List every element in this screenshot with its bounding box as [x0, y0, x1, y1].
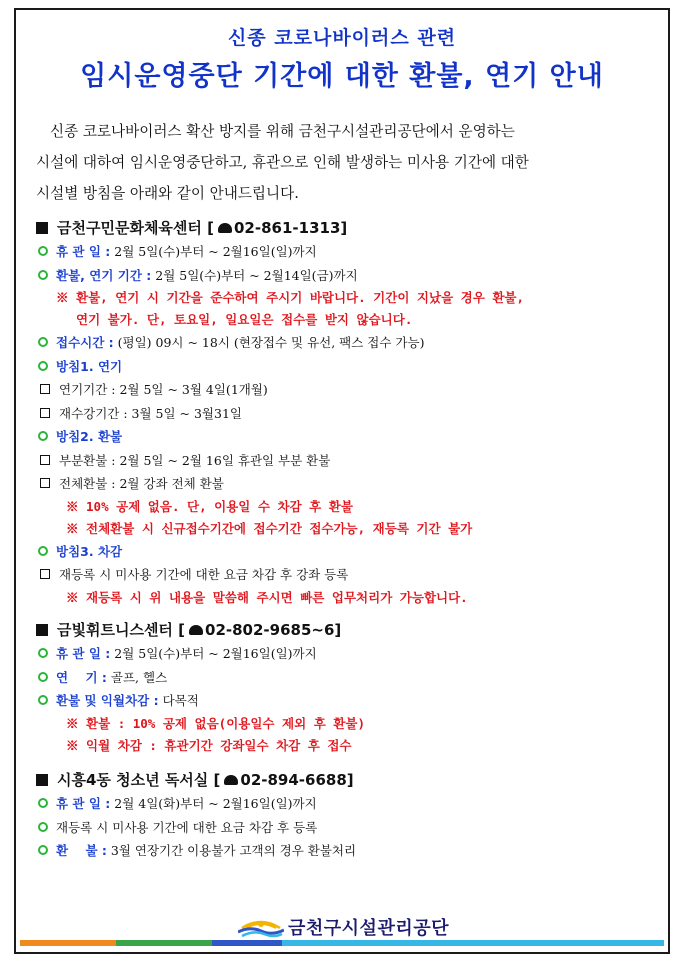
intro-line: 시설별 방침을 아래와 같이 안내드립니다.	[36, 185, 299, 202]
circle-bullet-icon	[38, 822, 48, 832]
intro-line: 시설에 대하여 임시운영중단하고, 휴관으로 인해 발생하는 미사용 기간에 대한	[36, 154, 529, 171]
policy3-label: 방침3. 차감	[56, 543, 123, 559]
square-bullet-icon	[36, 774, 48, 786]
notice-line: ※ 환불 : 10% 공제 없음(이용일수 제외 후 환불)	[66, 715, 365, 731]
checkbox-icon	[40, 408, 50, 418]
section-heading	[36, 768, 666, 792]
section-name: 시흥4동 청소년 독서실	[57, 771, 209, 789]
section-culture-center	[36, 216, 666, 609]
circle-bullet-icon	[38, 361, 48, 371]
bar-orange	[20, 940, 116, 946]
circle-bullet-icon	[38, 648, 48, 658]
notice-line: ※ 환불, 연기 시 기간을 준수하여 주시기 바랍니다. 기간이 지났을 경우 환불,	[56, 290, 525, 305]
refund-value: 3월 연장기간 이용불가 고객의 경우 환불처리	[110, 843, 357, 858]
circle-bullet-icon	[38, 337, 48, 347]
closure-value: 2월 5일(수)부터 ~ 2월16일(일)까지	[114, 646, 317, 661]
bar-cyan	[282, 940, 664, 946]
circle-bullet-icon	[38, 246, 48, 256]
closure-label: 휴 관 일 :	[56, 796, 111, 811]
policy-item-text: 연기기간 : 2월 5일 ~ 3월 4일(1개월)	[59, 382, 268, 397]
postpone-value: 골프, 헬스	[110, 669, 168, 685]
closure-label: 휴 관 일 :	[56, 646, 111, 661]
phone-icon	[224, 775, 238, 785]
postpone-label: 연 기 :	[56, 669, 107, 685]
closure-row	[36, 792, 666, 816]
policy-item-text: 전체환불 : 2월 강좌 전체 환불	[59, 476, 224, 491]
policy-item-text: 재수강기간 : 3월 5일 ~ 3월31일	[59, 405, 242, 421]
policy-item	[36, 449, 666, 473]
bar-blue	[212, 940, 282, 946]
bracket-close: ]	[340, 219, 348, 237]
bracket-close: ]	[334, 621, 342, 639]
checkbox-icon	[40, 569, 50, 579]
reception-row	[36, 331, 666, 355]
refund-label: 환불 및 익월차감 :	[56, 693, 159, 708]
intro-line: 신종 코로나바이러스 확산 방지를 위해 금천구시설관리공단에서 운영하는	[50, 123, 515, 140]
policy-row	[36, 355, 666, 379]
postpone-row	[36, 666, 666, 690]
section-fitness-center	[36, 618, 666, 757]
square-bullet-icon	[36, 624, 48, 636]
bracket-open: [	[178, 621, 186, 639]
phone-number: 02-861-1313	[234, 219, 341, 237]
phone-number: 02-894-6688	[240, 771, 347, 789]
section-heading	[36, 216, 666, 240]
logo-icon	[238, 914, 284, 938]
notice-line: ※ 10% 공제 없음. 단, 이용일 수 차감 후 환불	[66, 498, 353, 514]
phone-icon	[218, 223, 232, 233]
policy-item	[36, 378, 666, 402]
checkbox-icon	[40, 455, 50, 465]
notice-line: ※ 재등록 시 위 내용을 말씀해 주시면 빠른 업무처리가 가능합니다.	[66, 589, 468, 605]
reregister-row	[36, 816, 666, 840]
notice-line: ※ 전체환불 시 신규접수기간에 접수기간 접수가능, 재등록 기간 불가	[66, 520, 473, 536]
circle-bullet-icon	[38, 270, 48, 280]
policy-item	[36, 563, 666, 587]
circle-bullet-icon	[38, 672, 48, 682]
notice-frame	[14, 8, 670, 954]
bar-green	[116, 940, 212, 946]
closure-row	[36, 642, 666, 666]
bracket-open: [	[207, 219, 214, 237]
circle-bullet-icon	[38, 695, 48, 705]
bracket-open: [	[213, 771, 221, 789]
closure-label: 휴 관 일 :	[56, 244, 111, 259]
circle-bullet-icon	[38, 546, 48, 556]
policy-item	[36, 402, 666, 426]
reception-label: 접수시간 :	[56, 335, 114, 350]
bracket-close: ]	[346, 771, 354, 789]
section-study-room	[36, 768, 666, 863]
policy1-label: 방침1. 연기	[56, 358, 123, 374]
notice-line: ※ 익월 차감 : 휴관기간 강좌일수 차감 후 접수	[66, 737, 352, 753]
refund-row	[36, 689, 666, 713]
title-line2: 임시운영중단 기간에 대한 환불, 연기 안내	[80, 61, 604, 92]
reception-value: (평일) 09시 ~ 18시 (현장접수 및 유선, 팩스 접수 가능)	[117, 335, 425, 350]
circle-bullet-icon	[38, 798, 48, 808]
title-line1: 신종 코로나바이러스 관련	[227, 27, 457, 49]
closure-value: 2월 5일(수)부터 ~ 2월16일(일)까지	[114, 244, 317, 259]
intro-paragraph	[36, 116, 656, 209]
circle-bullet-icon	[38, 845, 48, 855]
square-bullet-icon	[36, 222, 48, 234]
section-heading	[36, 618, 666, 642]
closure-value: 2월 4일(화)부터 ~ 2월16일(일)까지	[114, 796, 317, 811]
policy-row	[36, 540, 666, 564]
refund-label: 환 불 :	[56, 843, 107, 858]
checkbox-icon	[40, 384, 50, 394]
refund-row	[36, 264, 666, 288]
phone-number: 02-802-9685~6	[205, 621, 335, 639]
policy-item-text: 재등록 시 미사용 기간에 대한 요금 차감 후 강좌 등록	[59, 567, 349, 582]
checkbox-icon	[40, 478, 50, 488]
section-name: 금천구민문화체육센터	[57, 219, 202, 237]
policy2-label: 방침2. 환불	[56, 429, 123, 444]
section-name: 금빛휘트니스센터	[57, 621, 173, 639]
refund-value: 2월 5일(수)부터 ~ 2월14일(금)까지	[155, 267, 358, 283]
policy-row	[36, 425, 666, 449]
refund-value: 다목적	[162, 693, 199, 708]
phone-icon	[189, 625, 203, 635]
policy-item-text: 부분환불 : 2월 5일 ~ 2월 16일 휴관일 부분 환불	[59, 452, 331, 468]
circle-bullet-icon	[38, 431, 48, 441]
refund-label: 환불, 연기 기간 :	[56, 267, 152, 283]
notice-line: 연기 불가. 단, 토요일, 일요일은 접수를 받지 않습니다.	[76, 312, 413, 327]
refund-row	[36, 839, 666, 863]
reregister-text: 재등록 시 미사용 기간에 대한 요금 차감 후 등록	[56, 819, 318, 835]
org-name: 금천구시설관리공단	[288, 918, 449, 939]
policy-item	[36, 472, 666, 496]
closure-row	[36, 240, 666, 264]
